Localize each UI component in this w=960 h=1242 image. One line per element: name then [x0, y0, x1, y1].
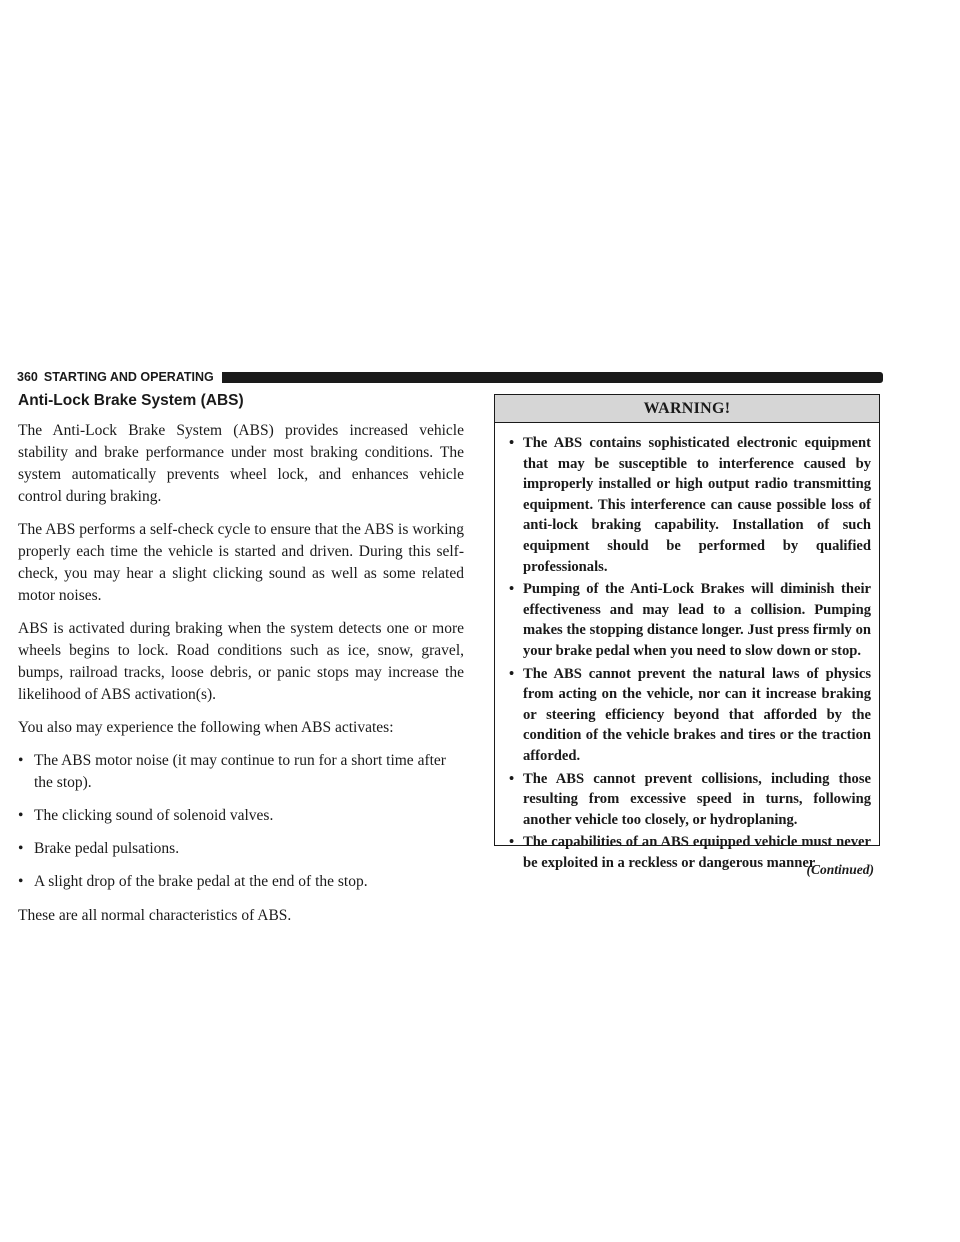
bullet-icon: •: [509, 834, 515, 851]
warning-item: • Pumping of the Anti-Lock Brakes will diminish their effectiveness and may lead to a collision. Pumping makes the stopping distance longer. Just press firmly on your brake pedal when you need to slow down or stop.: [509, 581, 871, 659]
main-column: [18, 392, 464, 938]
header-rule: [222, 372, 883, 383]
warning-item: • The ABS cannot prevent the natural laws of physics from acting on the vehicle, nor can it increase braking or steering efficiency beyond that afforded by the condition of the vehicle brakes and tires or the traction afforded.: [509, 665, 871, 764]
bullet-icon: •: [18, 752, 24, 769]
abs-effects-list: [18, 750, 464, 893]
list-item: • Brake pedal pulsations.: [18, 838, 464, 860]
bullet-icon: •: [509, 665, 515, 682]
page-header: [17, 369, 883, 385]
warning-title: WARNING!: [495, 395, 879, 423]
warning-item: • The ABS cannot prevent collisions, including those resulting from excessive speed in turns, following another vehicle too closely, or hydroplaning.: [509, 770, 871, 828]
list-item: • A slight drop of the brake pedal at the end of the stop.: [18, 871, 464, 893]
list-item: • The clicking sound of solenoid valves.: [18, 805, 464, 827]
paragraph: You also may experience the following when ABS activates:: [18, 719, 394, 736]
bullet-icon: •: [18, 807, 24, 824]
bullet-icon: •: [18, 873, 24, 890]
page-number: 360: [17, 370, 38, 384]
list-item: • The ABS motor noise (it may continue to run for a short time after the stop).: [18, 752, 446, 791]
section-title: STARTING AND OPERATING: [43, 370, 214, 384]
bullet-icon: •: [18, 840, 24, 857]
paragraph: The ABS performs a self-check cycle to ensure that the ABS is working properly each time the vehicle is started and driven. During this self-check, you may hear a slight clicking sound as well as some related motor noises.: [18, 521, 464, 604]
bullet-icon: •: [509, 770, 515, 787]
warning-list: [495, 423, 879, 873]
paragraph: ABS is activated during braking when the system detects one or more wheels begins to lock. Road conditions such as ice, snow, gravel, bumps, railroad tracks, loose debris, or panic stops may increase the likelihood of ABS activation(s).: [18, 620, 464, 703]
warning-item: • The ABS contains sophisticated electronic equipment that may be susceptible to interference caused by improperly installed or high output radio transmitting equipment. This interference can cause possible loss of anti-lock braking capability. Installation of such equipment should be performed by qualified professionals.: [509, 435, 871, 575]
closing-paragraph: These are all normal characteristics of ABS.: [18, 907, 292, 924]
paragraph: The Anti-Lock Brake System (ABS) provides increased vehicle stability and brake performance under most braking conditions. The system automatically prevents wheel lock, and enhances vehicle control during braking.: [18, 422, 464, 505]
bullet-icon: •: [509, 581, 515, 598]
bullet-icon: •: [509, 435, 515, 451]
warning-item: • The capabilities of an ABS equipped vehicle must never be exploited in a reckless or dangerous manner: [509, 834, 871, 871]
section-heading: Anti-Lock Brake System (ABS): [18, 392, 244, 409]
continued-label: (Continued): [806, 862, 874, 877]
